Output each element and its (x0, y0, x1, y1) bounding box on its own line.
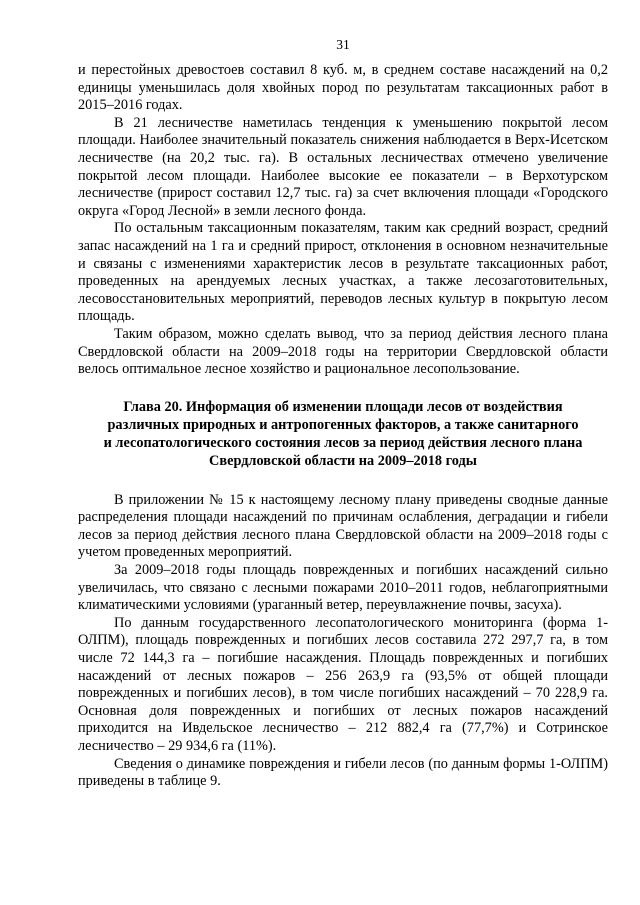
paragraph-monitoring-data: По данным государственного лесопатологического мониторинга (форма 1-ОЛПМ), площадь поврежденных и погибших лесов составила 272 297,7 га, в том числе 72 144,3 га – погибшие насаждения. Площадь поврежденных и погибших насаждений от лесных пожаров – 256 263,9 га (93,5% от общей площади поврежденных и погибших лесов), в том числе погибших насаждений – 70 228,9 га. Основная доля поврежденных и погибших от лесных пожаров насаждений приходится на Ивдельское лесничество – 212 882,4 га (77,7%) и Сотринское лесничество – 29 934,6 га (11%). (78, 614, 608, 754)
page-number: 31 (336, 37, 350, 52)
paragraph-taxation-indicators: По остальным таксационным показателям, таким как средний возраст, средний запас насаждений на 1 га и средний прирост, отклонения в основном незначительные и связаны с изменениями характеристик лесов в результате таксационных работ, проведенных на арендуемых лесных участках, а также лесозаготовительных, лесовосстановительных мероприятий, переводов лесных культур в покрытую лесом площадь. (78, 220, 608, 325)
paragraph-continuation: и перестойных древостоев составил 8 куб. м, в среднем составе насаждений на 0,2 единицы уменьшилась доля хвойных пород по результатам таксационных работ в 2015–2016 годах. (78, 62, 608, 114)
paragraph-appendix-reference: В приложении № 15 к настоящему лесному плану приведены сводные данные распределения площади насаждений по причинам ослабления, деградации и гибели лесов за период действия лесного плана Свердловской области на 2009–2018 годы с учетом проведенных мероприятий. (78, 491, 608, 561)
chapter-title (78, 398, 608, 470)
paragraph-forest-area-trend: В 21 лесничестве наметилась тенденция к уменьшению покрытой лесом площади. Наиболее значительный показатель снижения наблюдается в Верх-Исетском лесничестве (на 20,2 тыс. га). В остальных лесничествах отмечено увеличение покрытой лесом площади. Наиболее высокие ее показатели – в Верхотурском лесничестве (прирост составил 12,7 тыс. га) за счет включения площади «Городского округа «Город Лесной» в земли лесного фонда. (78, 114, 608, 219)
chapter-title-line: Глава 20. Информация об изменении площади лесов от воздействия (123, 398, 563, 415)
chapter-title-line: и лесопатологического состояния лесов за период действия лесного плана (103, 434, 583, 451)
paragraph-table-reference: Сведения о динамике повреждения и гибели лесов (по данным формы 1-ОЛПМ) приведены в таблице 9. (78, 755, 608, 790)
paragraph-conclusion: Таким образом, можно сделать вывод, что за период действия лесного плана Свердловской области на 2009–2018 годы на территории Свердловской области велось оптимальное лесное хозяйство и рациональное лесопользование. (78, 325, 608, 378)
paragraph-damage-increase: За 2009–2018 годы площадь поврежденных и погибших насаждений сильно увеличилась, что связано с лесными пожарами 2010–2011 годов, неблагоприятными климатическими условиями (ураганный ветер, переувлажнение почвы, засуха). (78, 562, 608, 614)
document-page (78, 36, 608, 791)
chapter-title-line: различных природных и антропогенных факторов, а также санитарного (107, 416, 579, 433)
chapter-title-line: Свердловской области на 2009–2018 годы (209, 452, 477, 469)
